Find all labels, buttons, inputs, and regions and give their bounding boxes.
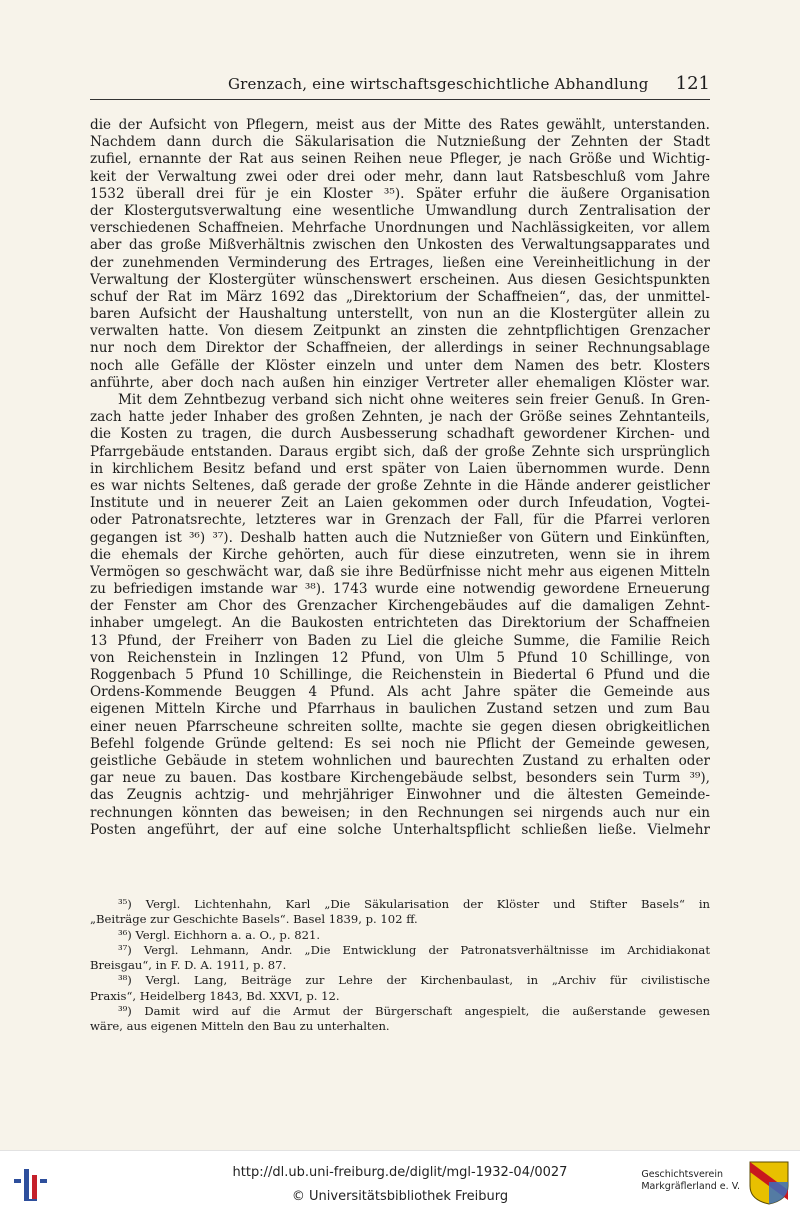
text-line: schuf der Rat im März 1692 das „Direktorium der Schaffneien“, das, der unmittel-	[90, 288, 710, 305]
society-name	[641, 1169, 740, 1193]
footnote-line: Breisgau“, in F. D. A. 1911, p. 87.	[90, 958, 287, 973]
viewer-footer	[0, 1150, 800, 1214]
text-line: einer neuen Pfarrscheune schreiten sollte, machte sie gegen diesen obrigkeitlichen	[90, 718, 710, 735]
text-line: die Kosten zu tragen, die durch Ausbesserung schadhaft gewordener Kirchen- und	[90, 426, 710, 443]
text-line: Ordens-Kommende Beuggen 4 Pfund. Als acht Jahre später die Gemeinde aus	[90, 684, 710, 701]
text-line: Mit dem Zehntbezug verband sich nicht ohne weiteres sein freier Genuß. In Gren-	[118, 392, 710, 408]
text-line: eigenen Mitteln Kirche und Pfarrhaus in baulichen Zustand setzen und zum Bau	[90, 701, 710, 718]
text-line: rechnungen könnten das beweisen; in den Rechnungen sei nirgends auch nur ein	[90, 804, 710, 821]
running-head	[90, 73, 710, 100]
text-line: baren Aufsicht der Haushaltung unterstellt, von nun an die Klostergüter allein zu	[90, 306, 710, 323]
coat-of-arms-icon	[748, 1160, 790, 1206]
footnote-line: ³⁸) Vergl. Lang, Beiträge zur Lehre der Kirchenbaulast, in „Archiv für civilistische	[118, 973, 710, 988]
text-line: inhaber umgelegt. An die Baukosten entrichteten das Direktorium der Schaffneien	[90, 615, 710, 632]
text-line: es war nichts Seltenes, daß gerade der große Zehnte in die Hände anderer geistlicher	[90, 477, 710, 494]
text-line: nur noch dem Direktor der Schaffneien, der allerdings in seiner Rechnungsablage	[90, 340, 710, 357]
text-line: Pfarrgebäude entstanden. Daraus ergibt sich, daß der große Zehnte sich ursprünglich	[90, 443, 710, 460]
text-line: das Zeugnis achtzig- und mehrjähriger Einwohner und die ältesten Gemeinde-	[90, 787, 710, 804]
text-line: von Reichenstein in Inzlingen 12 Pfund, von Ulm 5 Pfund 10 Schillinge, von	[90, 649, 710, 666]
text-line: Vermögen so geschwächt war, daß sie ihre Bedürfnisse nicht mehr aus eigenen Mitteln	[90, 563, 710, 580]
footnote-line: ³⁷) Vergl. Lehmann, Andr. „Die Entwicklung der Patronatsverhältnisse im Archidiakonat	[118, 942, 710, 957]
text-line: anführte, aber doch nach außen hin einziger Vertreter aller ehemaligen Klöster war.	[90, 374, 710, 391]
footnote-line: ³⁶) Vergl. Eichhorn a. a. O., p. 821.	[118, 927, 321, 942]
text-line: 13 Pfund, der Freiherr von Baden zu Liel die gleiche Summe, die Familie Reich	[90, 632, 710, 649]
text-line: in kirchlichem Besitz befand und erst später von Laien übernommen wurde. Denn	[90, 460, 710, 477]
text-line: oder Patronatsrechte, letzteres war in Grenzach der Fall, für die Pfarrei verloren	[90, 512, 710, 529]
text-line: gar neue zu bauen. Das kostbare Kirchengebäude selbst, besonders sein Turm ³⁹),	[90, 770, 710, 787]
footnote-line: Praxis“, Heidelberg 1843, Bd. XXVI, p. 12.	[90, 988, 340, 1003]
body-text	[90, 117, 710, 839]
text-line: Nachdem dann durch die Säkularisation die Nutznießung der Zehnten der Stadt	[90, 134, 710, 151]
text-line: gegangen ist ³⁶) ³⁷). Deshalb hatten auch die Nutznießer von Gütern und Einkünften,	[90, 529, 710, 546]
footnote-line: ³⁹) Damit wird auf die Armut der Bürgerschaft angespielt, die außerstande gewesen	[118, 1004, 710, 1019]
text-line: 1532 überall drei für je ein Kloster ³⁵). Später erfuhr die äußere Organisation	[90, 185, 710, 202]
footnote-line: wäre, aus eigenen Mitteln den Bau zu unterhalten.	[90, 1019, 390, 1034]
text-line: noch alle Gefälle der Klöster einzeln und unter dem Namen des betr. Klosters	[90, 357, 710, 374]
text-line: verschiedenen Schaffneien. Mehrfache Unordnungen und Nachlässigkeiten, vor allem	[90, 220, 710, 237]
text-line: keit der Verwaltung zwei oder drei oder mehr, dann laut Ratsbeschluß vom Jahre	[90, 168, 710, 185]
text-line: Befehl folgende Gründe geltend: Es sei noch nie Pflicht der Gemeinde gewesen,	[90, 735, 710, 752]
text-line: zufiel, ernannte der Rat aus seinen Reihen neue Pfleger, je nach Größe und Wichtig-	[90, 151, 710, 168]
society-line-1: Geschichtsverein	[641, 1169, 723, 1180]
text-line: die ehemals der Kirche gehörten, auch für diese einzutreten, wenn sie in ihrem	[90, 546, 710, 563]
text-line: zach hatte jeder Inhaber des großen Zehnten, je nach der Größe seines Zehntanteils,	[90, 409, 710, 426]
text-line: der Fenster am Chor des Grenzacher Kirchengebäudes auf die damaligen Zehnt-	[90, 598, 710, 615]
text-line: geistliche Gebäude in stetem wohnlichen und baurechten Zustand zu erhalten oder	[90, 752, 710, 769]
text-line: aber das große Mißverhältnis zwischen den Unkosten des Verwaltungsapparates und	[90, 237, 710, 254]
text-line: Posten angeführt, der auf eine solche Unterhaltspflicht schließen ließe. Vielmehr	[90, 821, 710, 838]
text-line: Verwaltung der Klostergüter wünschenswert erscheinen. Aus diesen Gesichtspunkten	[90, 271, 710, 288]
society-line-2: Markgräflerland e. V.	[641, 1181, 740, 1192]
footnotes	[90, 897, 710, 1035]
running-title: Grenzach, eine wirtschaftsgeschichtliche Abhandlung	[228, 75, 649, 93]
text-line: die der Aufsicht von Pflegern, meist aus der Mitte des Rates gewählt, unterstanden.	[90, 117, 710, 133]
text-line: der zunehmenden Verminderung des Ertrages, ließen eine Vereinheitlichung in der	[90, 254, 710, 271]
text-line: verwalten hatte. Von diesem Zeitpunkt an zinsten die zehntpflichtigen Grenzacher	[90, 323, 710, 340]
page-number: 121	[675, 73, 710, 94]
text-line: zu befriedigen imstande war ³⁸). 1743 wurde eine notwendig gewordene Erneuerung	[90, 581, 710, 598]
text-line: der Klostergutsverwaltung eine wesentliche Umwandlung durch Zentralisation der	[90, 202, 710, 219]
text-line: Institute und in neuerer Zeit an Laien gekommen oder durch Infeudation, Vogtei-	[90, 495, 710, 512]
text-line: Roggenbach 5 Pfund 10 Schillinge, die Reichenstein in Biedertal 6 Pfund und die	[90, 667, 710, 683]
footnote-line: ³⁵) Vergl. Lichtenhahn, Karl „Die Säkularisation der Klöster und Stifter Basels“ in	[118, 897, 710, 911]
copyright-notice: © Universitätsbibliothek Freiburg	[291, 1189, 509, 1204]
permalink-url[interactable]: http://dl.ub.uni-freiburg.de/diglit/mgl-1932-04/0027	[232, 1165, 568, 1180]
footnote-line: „Beiträge zur Geschichte Basels“. Basel 1839, p. 102 ff.	[90, 912, 418, 927]
